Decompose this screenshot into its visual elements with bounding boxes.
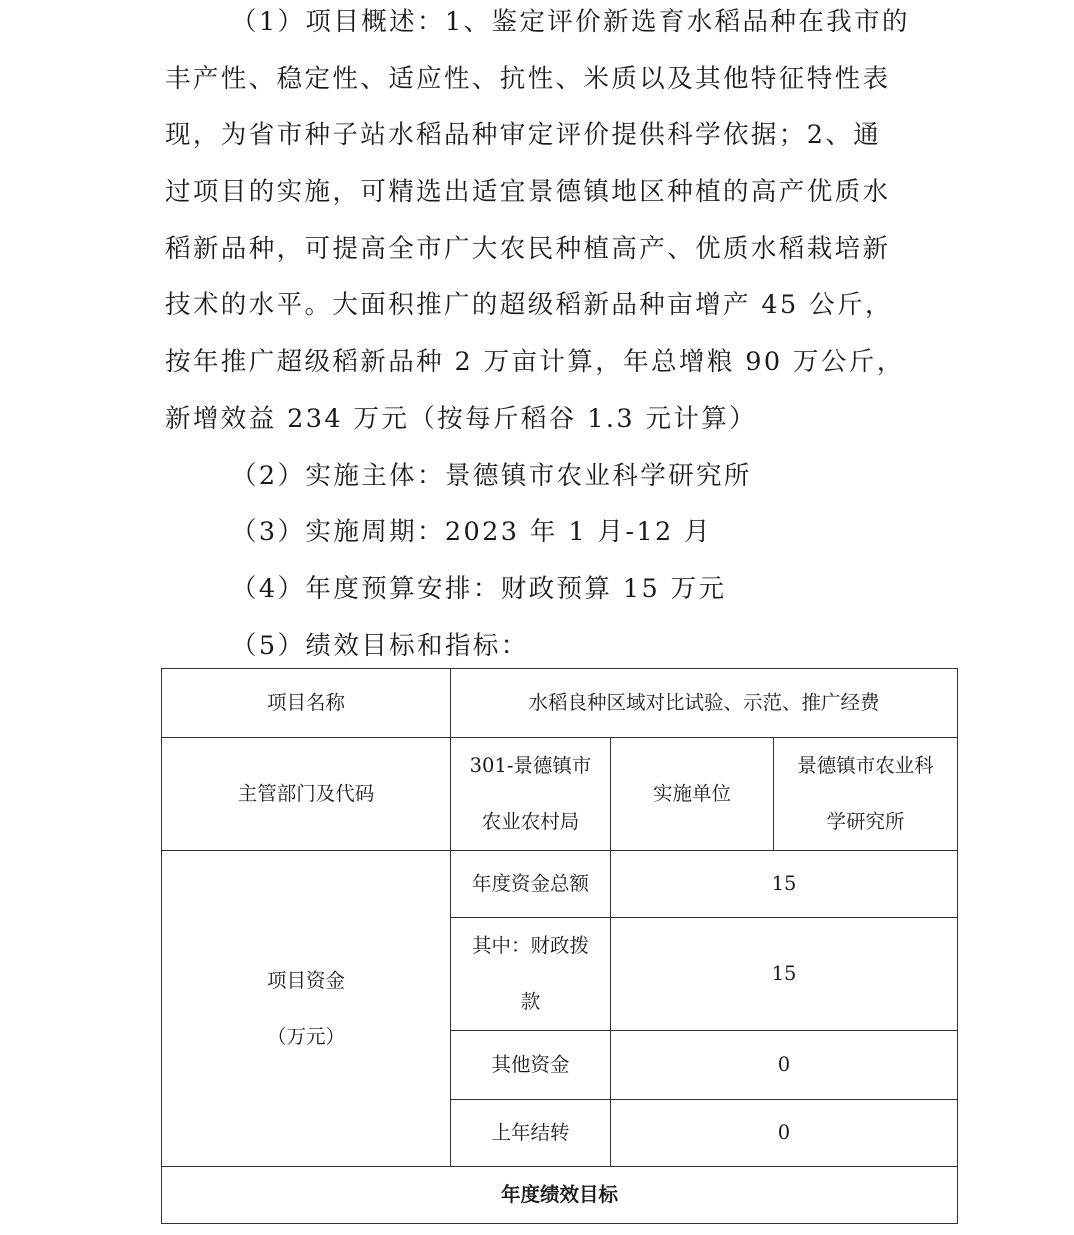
project-name-value: 水稻良种区域对比试验、示范、推广经费 (451, 669, 958, 738)
overview-line: 丰产性、稳定性、适应性、抗性、米质以及其他特征特性表 (165, 63, 891, 94)
unit-label: 实施单位 (611, 738, 774, 851)
funds-label (162, 851, 451, 1167)
other-funds-label: 其他资金 (451, 1031, 611, 1100)
implementer-line: （2）实施主体：景德镇市农业科学研究所 (231, 460, 752, 491)
total-funds-value: 15 (611, 851, 958, 918)
overview-line: 技术的水平。大面积推广的超级稻新品种亩增产 45 公斤， (165, 290, 893, 321)
fiscal-funds-value: 15 (611, 918, 958, 1031)
period-line: （3）实施周期：2023 年 1 月-12 月 (231, 517, 713, 548)
unit-value (774, 738, 958, 851)
annual-goal-header: 年度绩效目标 (162, 1167, 958, 1224)
funds-label-line1: 项目资金 (266, 968, 345, 992)
performance-table (161, 668, 958, 1224)
overview-line: 按年推广超级稻新品种 2 万亩计算，年总增粮 90 万公斤， (165, 347, 905, 378)
project-name-label: 项目名称 (162, 669, 451, 738)
total-funds-label: 年度资金总额 (451, 851, 611, 918)
dept-label: 主管部门及代码 (162, 738, 451, 851)
carryover-value: 0 (611, 1100, 958, 1167)
funds-unit: （万元） (266, 1024, 345, 1048)
budget-line: （4）年度预算安排：财政预算 15 万元 (231, 573, 727, 604)
carryover-label: 上年结转 (451, 1100, 611, 1167)
dept-value-line2: 农业农村局 (481, 810, 580, 833)
overview-paragraph (165, 0, 925, 674)
unit-value-line1: 景德镇市农业科 (797, 754, 934, 777)
fiscal-funds-label-line1: 其中：财政拨 (471, 934, 589, 957)
overview-line: 过项目的实施，可精选出适宜景德镇地区种植的高产优质水 (165, 177, 891, 208)
overview-line: 新增效益 234 万元（按每斤稻谷 1.3 元计算） (165, 403, 758, 434)
targets-heading: （5）绩效目标和指标： (231, 630, 529, 661)
overview-line: 稻新品种，可提高全市广大农民种植高产、优质水稻栽培新 (165, 233, 891, 264)
overview-line: （1）项目概述：1、鉴定评价新选育水稻品种在我市的 (231, 7, 910, 37)
unit-value-line2: 学研究所 (826, 810, 905, 833)
dept-value-line1: 301-景德镇市 (469, 754, 592, 777)
dept-value (451, 738, 611, 851)
fiscal-funds-label-line2: 款 (520, 990, 541, 1013)
other-funds-value: 0 (611, 1031, 958, 1100)
overview-line: 现，为省市种子站水稻品种审定评价提供科学依据；2、通 (165, 120, 882, 151)
fiscal-funds-label (451, 918, 611, 1031)
